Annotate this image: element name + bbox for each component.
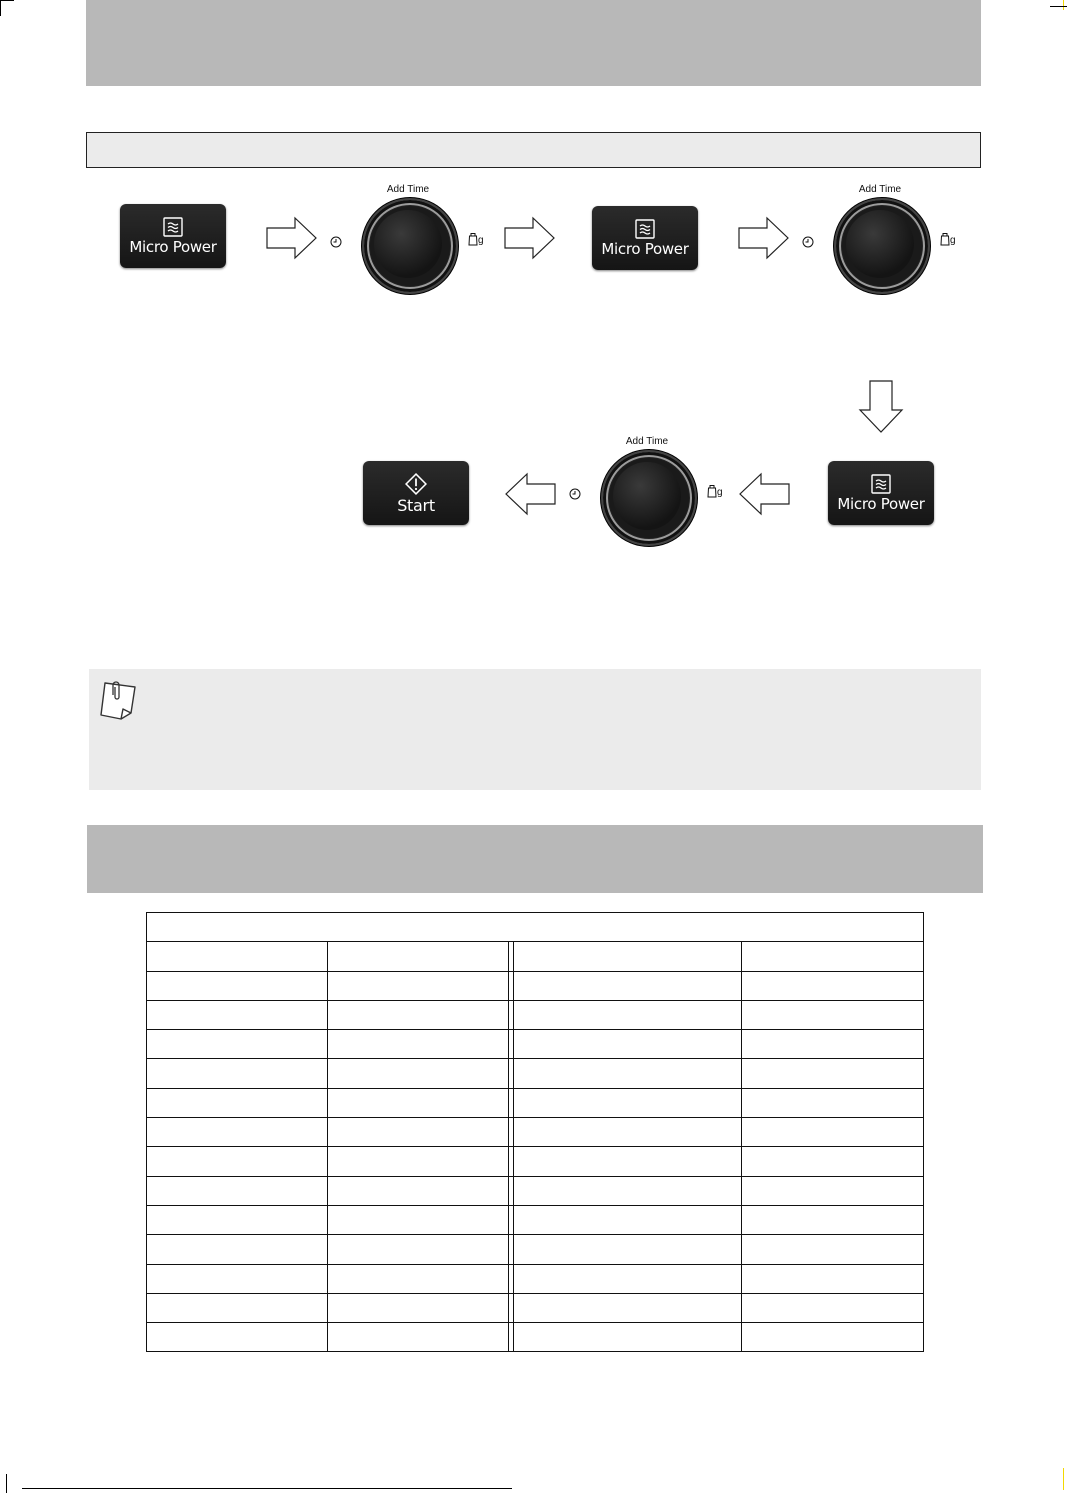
table-cell: [514, 1059, 742, 1088]
clock-icon: [802, 236, 814, 248]
note-paper-icon: [99, 679, 139, 723]
weight-unit: g: [950, 235, 956, 246]
table-cell: [742, 1235, 924, 1264]
micro-power-label: Micro Power: [601, 239, 689, 258]
dial-title: Add Time: [386, 184, 430, 195]
crop-mark: [1063, 0, 1064, 10]
table-cell: [742, 1059, 924, 1088]
table-cell: [514, 1235, 742, 1264]
table-cell: [742, 1088, 924, 1117]
weight-unit: g: [717, 487, 723, 498]
dial-knob[interactable]: [362, 198, 458, 294]
table-row: [147, 1000, 924, 1029]
table-cell: [328, 971, 509, 1000]
table-cell: [514, 1264, 742, 1293]
crop-mark: [22, 1488, 512, 1489]
crop-mark: [6, 1474, 7, 1493]
table-cell: [328, 1059, 509, 1088]
table-cell: [147, 1000, 328, 1029]
table-header-row: [147, 913, 924, 942]
table-cell: [328, 1147, 509, 1176]
start-button[interactable]: [363, 461, 469, 525]
table-row: [147, 971, 924, 1000]
table-cell: [147, 1264, 328, 1293]
table-cell: [742, 1118, 924, 1147]
table-cell: [328, 1176, 509, 1205]
table-row: [147, 1118, 924, 1147]
crop-mark: [0, 0, 1, 16]
dial-title: Add Time: [625, 436, 669, 447]
micro-power-label: Micro Power: [129, 237, 217, 256]
table-cell: [147, 1235, 328, 1264]
table-cell: [328, 1000, 509, 1029]
table-cell: [147, 942, 328, 971]
table-cell: [147, 1147, 328, 1176]
start-diamond-icon: [404, 473, 428, 495]
add-time-dial[interactable]: [800, 184, 960, 299]
table-cell: [147, 1176, 328, 1205]
table-cell: [328, 1323, 509, 1352]
table-cell: [742, 1293, 924, 1322]
table-cell: [514, 1000, 742, 1029]
add-time-dial[interactable]: [328, 184, 488, 299]
table-cell: [514, 1323, 742, 1352]
dial-knob[interactable]: [834, 198, 930, 294]
table-cell: [147, 1118, 328, 1147]
clock-icon: [569, 488, 581, 500]
table-cell: [514, 942, 742, 971]
table-cell: [147, 1323, 328, 1352]
table-cell: [742, 1264, 924, 1293]
table-cell: [742, 1323, 924, 1352]
microwave-waves-icon: [635, 219, 655, 239]
table-cell: [328, 1293, 509, 1322]
microwave-waves-icon: [163, 217, 183, 237]
table-cell: [514, 971, 742, 1000]
table-cell: [328, 913, 924, 942]
table-cell: [147, 1205, 328, 1234]
dial-title: Add Time: [858, 184, 902, 195]
arrow-right-icon: [738, 216, 790, 260]
table-cell: [328, 1264, 509, 1293]
arrow-right-icon: [266, 216, 318, 260]
weight-icon: [940, 232, 960, 248]
table-cell: [147, 1059, 328, 1088]
micro-power-label: Micro Power: [837, 494, 925, 513]
note-box: [89, 669, 981, 790]
table-row: [147, 1088, 924, 1117]
weight-icon: [468, 232, 488, 248]
table-cell: [328, 1118, 509, 1147]
crop-mark: [0, 0, 14, 1]
dial-knob[interactable]: [601, 450, 697, 546]
table-row: [147, 942, 924, 971]
table-cell: [742, 942, 924, 971]
arrow-left-icon: [738, 472, 790, 516]
arrow-right-icon: [504, 216, 556, 260]
table-row: [147, 1293, 924, 1322]
table-row: [147, 1205, 924, 1234]
table-row: [147, 1030, 924, 1059]
micro-power-button[interactable]: [120, 204, 226, 268]
table-cell: [742, 1030, 924, 1059]
table-cell: [514, 1118, 742, 1147]
weight-icon: [707, 484, 727, 500]
table-cell: [147, 913, 328, 942]
crop-mark: [1050, 6, 1067, 7]
table-cell: [147, 1293, 328, 1322]
micro-power-button[interactable]: [828, 461, 934, 525]
table-row: [147, 1147, 924, 1176]
table-cell: [514, 1205, 742, 1234]
table-cell: [742, 1147, 924, 1176]
table-row: [147, 1176, 924, 1205]
table-cell: [328, 1030, 509, 1059]
clock-icon: [330, 236, 342, 248]
weight-unit: g: [478, 235, 484, 246]
table-cell: [328, 1205, 509, 1234]
table-cell: [742, 1176, 924, 1205]
table-cell: [514, 1176, 742, 1205]
start-label: Start: [397, 495, 435, 515]
section-header-bar: [87, 825, 983, 893]
table-cell: [147, 1088, 328, 1117]
table-cell: [742, 1000, 924, 1029]
microwave-waves-icon: [871, 474, 891, 494]
cooking-table: [146, 912, 924, 1352]
table-row: [147, 1264, 924, 1293]
crop-mark: [1063, 1468, 1064, 1490]
procedure-title-bar: [86, 132, 981, 168]
arrow-left-icon: [504, 472, 556, 516]
table-cell: [742, 1205, 924, 1234]
table-row: [147, 1323, 924, 1352]
table-row: [147, 1059, 924, 1088]
table-cell: [514, 1030, 742, 1059]
table-cell: [514, 1147, 742, 1176]
table-cell: [514, 1293, 742, 1322]
table-cell: [328, 942, 509, 971]
table-cell: [514, 1088, 742, 1117]
section-header-bar: [86, 0, 981, 86]
table-row: [147, 1235, 924, 1264]
arrow-down-icon: [858, 380, 904, 434]
table-cell: [147, 971, 328, 1000]
table-cell: [328, 1088, 509, 1117]
table-cell: [328, 1235, 509, 1264]
add-time-dial[interactable]: [567, 436, 727, 551]
micro-power-button[interactable]: [592, 206, 698, 270]
table-cell: [742, 971, 924, 1000]
table-cell: [147, 1030, 328, 1059]
